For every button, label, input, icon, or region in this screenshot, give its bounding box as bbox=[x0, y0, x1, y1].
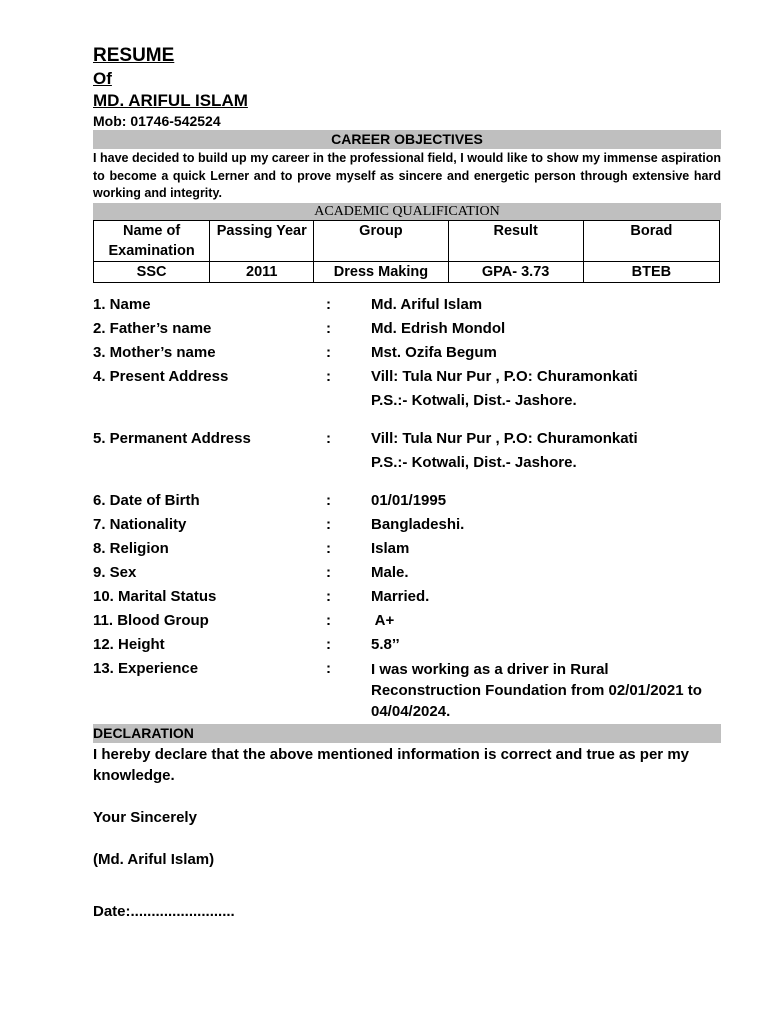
column-header: Borad bbox=[583, 220, 719, 261]
closing-text: Your Sincerely bbox=[93, 808, 197, 826]
table-cell: 2011 bbox=[210, 261, 314, 282]
table-cell: SSC bbox=[94, 261, 210, 282]
academic-table bbox=[93, 220, 720, 283]
resume-title: RESUME bbox=[93, 45, 175, 66]
info-separator: : bbox=[326, 429, 331, 447]
info-value: I was working as a driver in Rural Reconstruction Foundation from 02/01/2021 to 04/04/2024. bbox=[371, 660, 702, 720]
info-row-religion bbox=[93, 537, 721, 561]
info-label: 1. Name bbox=[93, 295, 151, 313]
info-label: 6. Date of Birth bbox=[93, 491, 200, 509]
column-header: Result bbox=[448, 220, 583, 261]
info-separator: : bbox=[326, 539, 331, 557]
column-header: Name of Examination bbox=[94, 220, 210, 261]
info-row-experience bbox=[93, 657, 721, 722]
info-row-blood-group bbox=[93, 609, 721, 633]
table-cell: GPA- 3.73 bbox=[448, 261, 583, 282]
info-label: 2. Father’s name bbox=[93, 319, 212, 337]
column-header: Passing Year bbox=[210, 220, 314, 261]
info-row-permanent-address bbox=[93, 427, 721, 475]
info-separator: : bbox=[326, 635, 331, 653]
resume-page bbox=[93, 44, 721, 922]
info-label: 3. Mother’s name bbox=[93, 343, 216, 361]
info-label: 10. Marital Status bbox=[93, 587, 217, 605]
declaration-text: I hereby declare that the above mentioned information is correct and true as per my knowledge. bbox=[93, 745, 689, 784]
info-row-marital-status bbox=[93, 585, 721, 609]
resume-of: Of bbox=[93, 69, 112, 88]
info-value bbox=[371, 365, 721, 413]
career-objectives-heading: CAREER OBJECTIVES bbox=[93, 130, 721, 149]
info-separator: : bbox=[326, 295, 331, 313]
info-separator: : bbox=[326, 659, 331, 677]
info-separator: : bbox=[326, 563, 331, 581]
column-header: Group bbox=[314, 220, 448, 261]
info-value: 5.8’’ bbox=[371, 635, 400, 653]
info-label: 8. Religion bbox=[93, 539, 169, 557]
applicant-name: MD. ARIFUL ISLAM bbox=[93, 91, 248, 110]
info-value: Bangladeshi. bbox=[371, 515, 465, 533]
info-label: 9. Sex bbox=[93, 563, 137, 581]
info-value: Islam bbox=[371, 539, 410, 557]
address-line-2: P.S.:- Kotwali, Dist.- Jashore. bbox=[371, 391, 577, 409]
academic-qualification-heading: ACADEMIC QUALIFICATION bbox=[93, 203, 721, 220]
info-row-father bbox=[93, 317, 721, 341]
info-value: Married. bbox=[371, 587, 430, 605]
table-header-row bbox=[94, 220, 720, 261]
info-value: Male. bbox=[371, 563, 409, 581]
career-objectives-text: I have decided to build up my career in the professional field, I would like to show my immense aspiration to become a quick Lerner and to prove myself as sincere and energetic person through extensive hard working and integrity. bbox=[93, 151, 721, 200]
table-cell: Dress Making bbox=[314, 261, 448, 282]
address-line-2: P.S.:- Kotwali, Dist.- Jashore. bbox=[371, 453, 577, 471]
info-label: 7. Nationality bbox=[93, 515, 187, 533]
info-row-dob bbox=[93, 489, 721, 513]
info-separator: : bbox=[326, 515, 331, 533]
info-label: 13. Experience bbox=[93, 659, 199, 677]
signature-name: (Md. Ariful Islam) bbox=[93, 850, 215, 868]
info-separator: : bbox=[326, 491, 331, 509]
info-separator: : bbox=[326, 319, 331, 337]
info-label: 11. Blood Group bbox=[93, 611, 209, 629]
info-value bbox=[371, 427, 721, 475]
info-row-height bbox=[93, 633, 721, 657]
info-row-name bbox=[93, 293, 721, 317]
address-line-1: Vill: Tula Nur Pur , P.O: Churamonkati bbox=[371, 367, 638, 385]
table-row bbox=[94, 261, 720, 282]
table-cell: BTEB bbox=[583, 261, 719, 282]
info-separator: : bbox=[326, 587, 331, 605]
info-separator: : bbox=[326, 343, 331, 361]
info-separator: : bbox=[326, 367, 331, 385]
info-value: Md. Ariful Islam bbox=[371, 295, 483, 313]
info-label: 4. Present Address bbox=[93, 367, 229, 385]
personal-info bbox=[93, 293, 721, 722]
declaration-heading: DECLARATION bbox=[93, 724, 721, 743]
info-label: 12. Height bbox=[93, 635, 165, 653]
info-row-sex bbox=[93, 561, 721, 585]
mobile-number: Mob: 01746-542524 bbox=[93, 113, 221, 129]
info-value: Mst. Ozifa Begum bbox=[371, 343, 497, 361]
info-row-mother bbox=[93, 341, 721, 365]
info-label: 5. Permanent Address bbox=[93, 429, 251, 447]
info-value: A+ bbox=[371, 611, 395, 629]
date-line: Date:......................... bbox=[93, 902, 235, 920]
info-row-present-address bbox=[93, 365, 721, 413]
info-separator: : bbox=[326, 611, 331, 629]
info-row-nationality bbox=[93, 513, 721, 537]
info-value: 01/01/1995 bbox=[371, 491, 447, 509]
info-value: Md. Edrish Mondol bbox=[371, 319, 506, 337]
address-line-1: Vill: Tula Nur Pur , P.O: Churamonkati bbox=[371, 429, 638, 447]
